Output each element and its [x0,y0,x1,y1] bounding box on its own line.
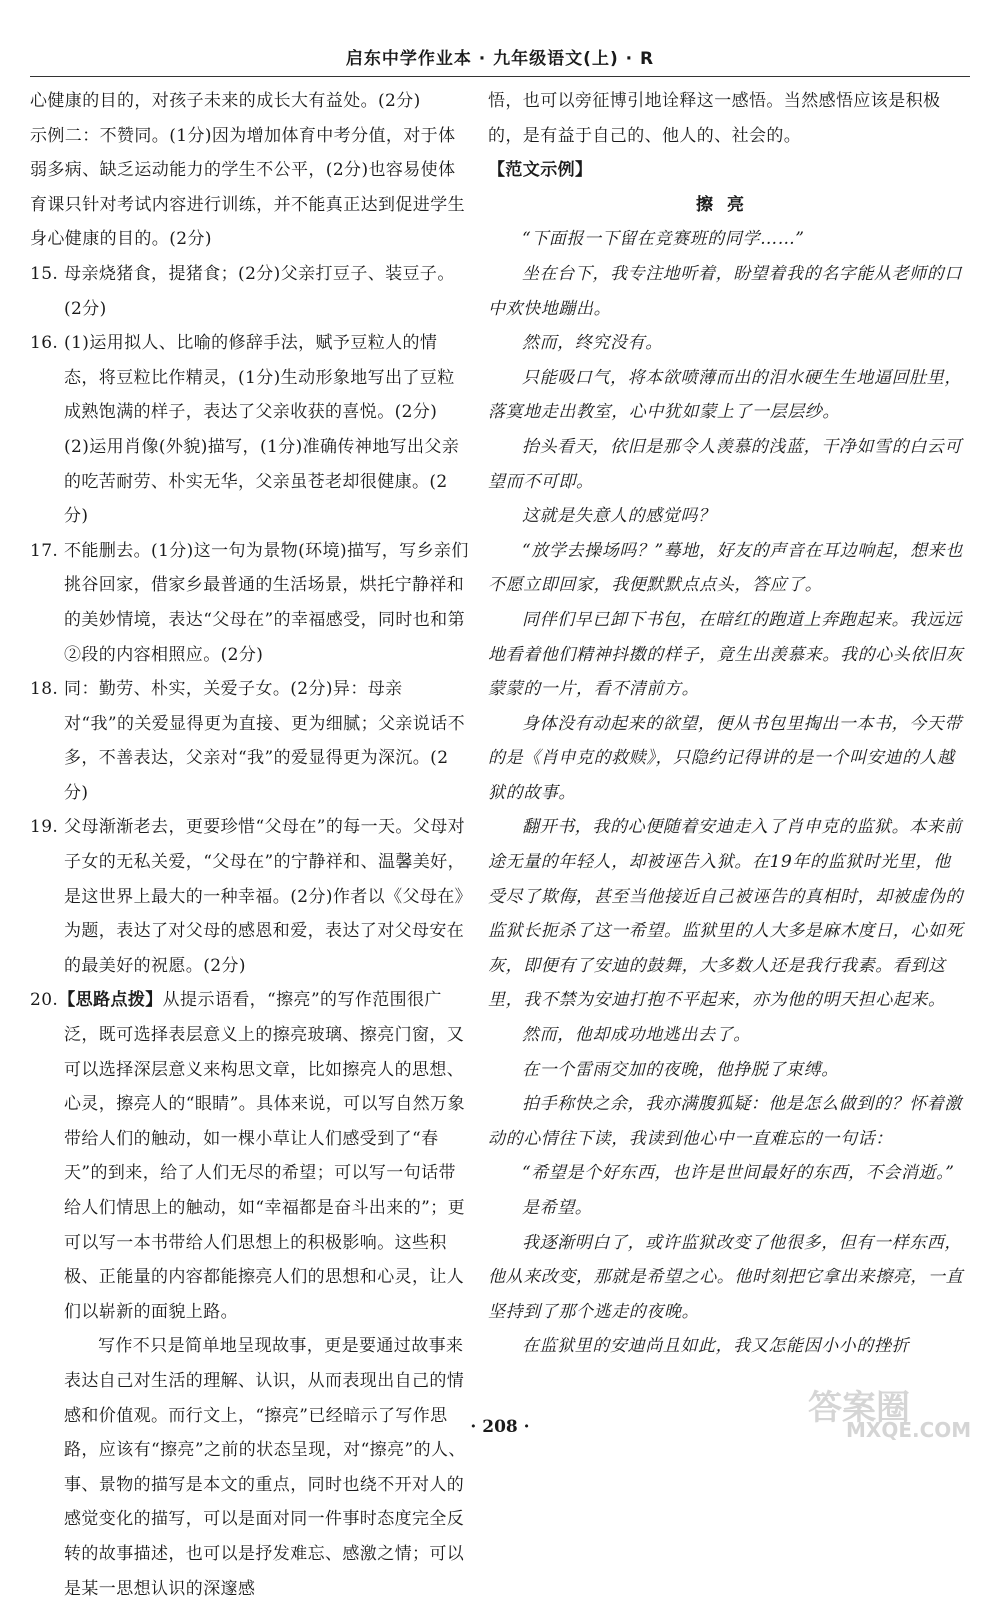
watermark-url: MXQE.COM [846,1418,972,1442]
hint-tag: 【思路点拨】 [58,990,163,1011]
essay-paragraph: 在监狱里的安迪尚且如此，我又怎能因小小的挫折 [522,1336,910,1357]
essay-paragraph: 同伴们早已卸下书包，在暗红的跑道上奔跑起来。我远远地看着他们精神抖擞的样子，竟生出羡慕来。我的心头依旧灰蒙蒙的一片，看不清前方。 [488,609,964,700]
essay-paragraph: 是希望。 [522,1198,593,1218]
essay-paragraph: 抬头看天，依旧是那令人羡慕的浅蓝，干净如雪的白云可望而不可即。 [488,436,962,492]
essay-paragraph: 翻开书，我的心便随着安迪走入了肖申克的监狱。本来前途无量的年轻人，却被诬告入狱。在19年的监狱时光里，他受尽了欺侮，甚至当他接近自己被诬告的真相时，却被虚伪的监狱长扼杀了这一希望。监狱里的人大多是麻木度日，心如死灰，即便有了安迪的鼓舞，大多数人还是我行我素。看到这里，我不禁为安迪打抱不平起来，亦为他的明天担心起来。 [488,817,964,1011]
right-column [488,84,966,1364]
answer-20 [30,983,470,1329]
guidance-continued: 悟，也可以旁征博引地诠释这一感悟。当然感悟应该是积极的，是有益于自己的、他人的、社会的。 [488,91,941,146]
answer-18: 18. 同：勤劳、朴实，关爱子女。(2分)异：母亲对“我”的关爱显得更为直接、更为细腻；父亲说话不多，不善表达，父亲对“我”的爱显得更为深沉。(2分) [30,679,465,803]
answer-text: 心健康的目的，对孩子未来的成长大有益处。(2分) [30,91,421,111]
answer-text: 示例二：不赞同。(1分)因为增加体育中考分值，对于体弱多病、缺乏运动能力的学生不公平，(2分)也容易使体育课只针对考试内容进行训练，并不能真正达到促进学生身心健康的目的。(2分) [30,125,465,250]
question-number: 20. [30,990,59,1011]
header-title: 启东中学作业本 · 九年级语文(上) · R [345,49,655,69]
answer-15: 15. 母亲烧猪食，提猪食；(2分)父亲打豆子、装豆子。(2分) [30,263,455,319]
essay-paragraph: 我逐渐明白了，或许监狱改变了他很多，但有一样东西，他从来改变，那就是希望之心。他时刻把它拿出来擦亮，一直坚持到了那个逃走的夜晚。 [488,1232,964,1322]
hint-text: 从提示语看，“擦亮”的写作范围很广泛，既可选择表层意义上的擦亮玻璃、擦亮门窗，又可以选择深层意义来构思文章，比如擦亮人的思想、心灵，擦亮人的“眼睛”。具体来说，可以写自然万象带给人们的触动，如一棵小草让人们感受到了“春天”的到来，给了人们无尽的希望；可以写一句话带给人们情思上的触动，如“幸福都是奋斗出来的”；更可以写一本书带给人们思想上的积极影响。这些积极、正能量的内容都能擦亮人们的思想和心灵，让人们以崭新的面貌上路。 [64,990,465,1322]
writing-guidance: 写作不只是简单地呈现故事，更是要通过故事来表达自己对生活的理解、认识，从而表现出自己的情感和价值观。而行文上，“擦亮”已经暗示了写作思路，应该有“擦亮”之前的状态呈现，对“擦亮”的人、事、景物的描写是本文的重点，同时也绕不开对人的感觉变化的描写，可以是面对同一件事时态度完全反转的故事描述，也可以是抒发难忘、感激之情；可以是某一思想认识的深邃感 [64,1336,466,1599]
section-tag: 【范文示例】 [488,160,593,181]
answer-16-2: (2)运用肖像(外貌)描写，(1分)准确传神地写出父亲的吃苦耐劳、朴实无华，父亲虽苍老却很健康。(2分) [64,436,460,527]
essay-title: 擦亮 [696,194,758,215]
essay-paragraph: “下面报一下留在竞赛班的同学……” [522,229,805,250]
left-column [30,84,470,1606]
watermark-text: 答案圈 [808,1388,910,1428]
essay-paragraph: 在一个雷雨交加的夜晚，他挣脱了束缚。 [522,1059,839,1080]
essay-paragraph: “放学去操场吗？”蓦地，好友的声音在耳边响起，想来也不愿立即回家，我便默默点点头，答应了。 [488,540,963,596]
essay-paragraph: 拍手称快之余，我亦满腹狐疑：他是怎么做到的？怀着激动的心情往下读，我读到他心中一直难忘的一句话： [488,1094,962,1149]
page-header [30,42,970,77]
answer-19: 19. 父母渐渐老去，更要珍惜“父母在”的每一天。父母对子女的无私关爱，“父母在”的宁静祥和、温馨美好，是这世界上最大的一种幸福。(2分)作者以《父母在》为题，表达了对父母的感恩和爱，表达了对父母安在的最美好的祝愿。(2分) [30,817,466,976]
essay-paragraph: “希望是个好东西，也许是世间最好的东西，不会消逝。” [522,1163,955,1184]
watermark-logo [808,1380,978,1446]
page-number: · 208 · [470,1417,530,1437]
answer-17: 17. 不能删去。(1分)这一句为景物(环境)描写，写乡亲们挑谷回家，借家乡最普通的生活场景，烘托宁静祥和的美妙情境，表达“父母在”的幸福感受，同时也和第②段的内容相照应。(2分) [30,540,469,665]
essay-paragraph: 坐在台下，我专注地听着，盼望着我的名字能从老师的口中欢快地蹦出。 [488,263,962,319]
essay-paragraph: 身体没有动起来的欲望，便从书包里掏出一本书，今天带的是《肖申克的救赎》，只隐约记得讲的是一个叫安迪的人越狱的故事。 [488,713,962,803]
essay-paragraph: 这就是失意人的感觉吗？ [522,506,716,527]
answer-16-1: 16. (1)运用拟人、比喻的修辞手法，赋予豆粒人的情态，将豆粒比作精灵，(1分)生动形象地写出了豆粒成熟饱满的样子，表达了父亲收获的喜悦。(2分) [30,333,455,423]
essay-paragraph: 然而，他却成功地逃出去了。 [522,1025,751,1046]
essay-paragraph: 只能吸口气，将本欲喷薄而出的泪水硬生生地逼回肚里，落寞地走出教室，心中犹如蒙上了一层层纱。 [488,367,962,423]
essay-body [488,222,966,1364]
essay-paragraph: 然而，终究没有。 [522,333,663,354]
